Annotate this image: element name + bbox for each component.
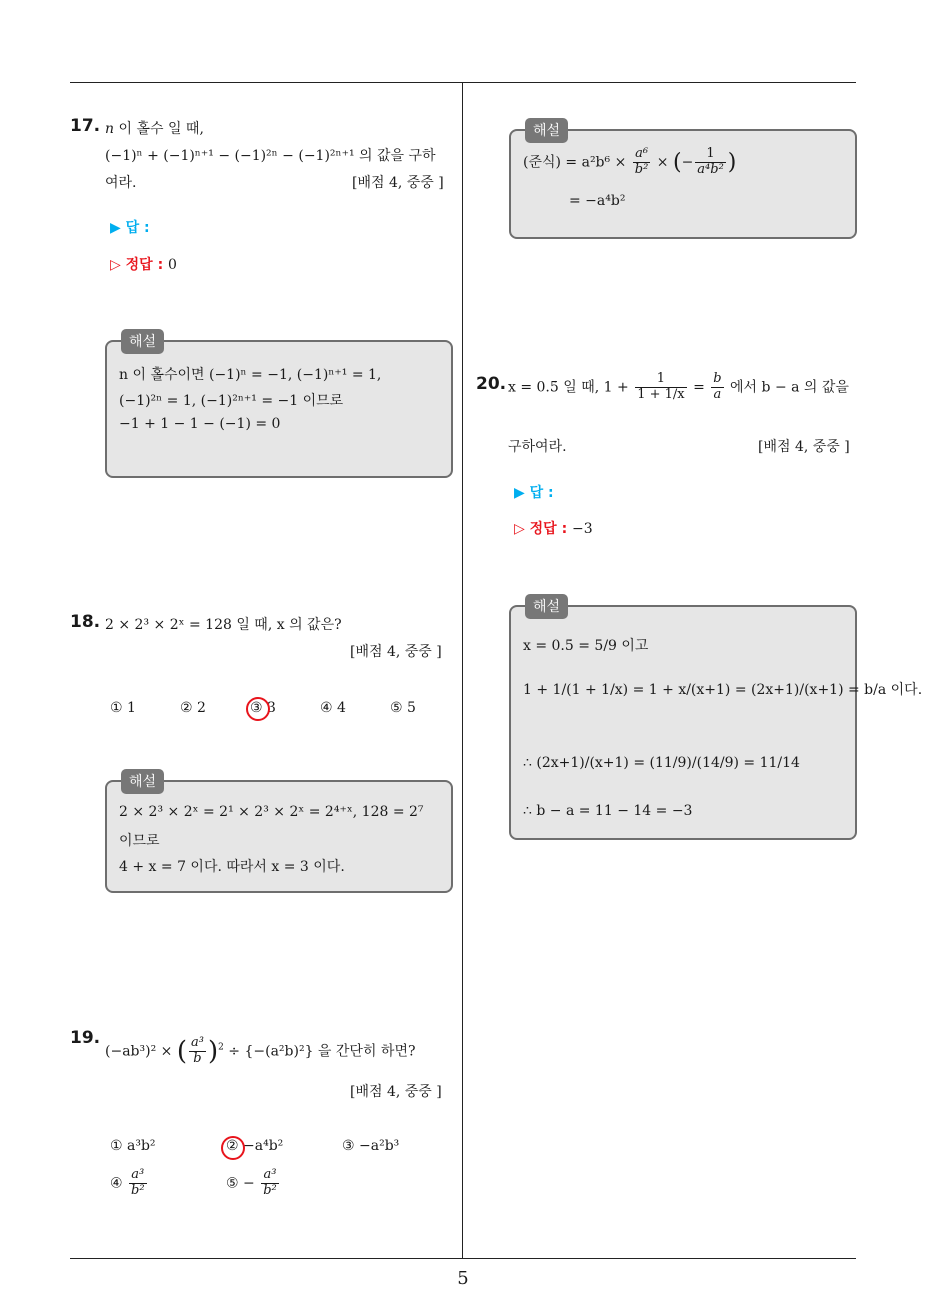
q20-number: 20. [476, 374, 507, 394]
q18-option-3[interactable]: ③ 3 [250, 700, 276, 716]
column-divider [462, 83, 463, 1258]
q17-line1-text: 이 홀수 일 때, [118, 121, 204, 137]
q17-key-row [110, 254, 177, 274]
q17-solution-label: 해설 [121, 329, 164, 354]
q19-option-1[interactable]: ① a³b² [110, 1138, 156, 1154]
q17-score: [배점 4, 중중 ] [352, 175, 444, 191]
q19-option-5-num: a³ [263, 1167, 277, 1182]
q20-solution-label: 해설 [525, 594, 568, 619]
q17-solution-line3: −1 + 1 − 1 − (−1) = 0 [119, 416, 281, 432]
q20-line1-mid: = [693, 379, 705, 396]
q18-option-4[interactable]: ④ 4 [320, 700, 346, 716]
q19-solution-box [509, 123, 857, 239]
q20-line2: 구하여라. [508, 439, 567, 455]
bottom-rule [70, 1258, 856, 1259]
q19-option-5[interactable] [226, 1168, 281, 1199]
q19-selected-circle-mark [221, 1136, 245, 1160]
q19-sol-inner-den: a⁴b² [697, 161, 724, 177]
q20-frac2-num: b [713, 371, 722, 386]
q18-solution-box [105, 774, 453, 893]
q19-option-3[interactable]: ③ −a²b³ [342, 1138, 400, 1154]
q19-expr-left: (−ab³)² × [105, 1043, 173, 1060]
q19-expr-right: ÷ {−(a²b)²} 을 간단히 하면? [228, 1043, 416, 1060]
q19-sol-frac-num: a⁶ [635, 146, 649, 161]
q18-number: 18. [70, 612, 101, 632]
q18-solution-line2: 이므로 [119, 833, 160, 849]
q17-solution-line2: (−1)²ⁿ = 1, (−1)²ⁿ⁺¹ = −1 이므로 [119, 393, 344, 409]
q18-solution-line3: 4 + x = 7 이다. 따라서 x = 3 이다. [119, 859, 345, 875]
page-number: 5 [457, 1268, 469, 1289]
q18-option-1[interactable]: ① 1 [110, 700, 136, 716]
q19-option-4-marker: ④ [110, 1175, 123, 1192]
q19-solution-line1: (준식) = a²b⁶ × $\frac{\text{a⁶}}{\text{b²}}$ × (− $\frac{1}{\text{a⁴b²}}$ ) [523, 146, 737, 177]
q19-sol-frac-den: b² [634, 161, 649, 177]
q19-solution-line2: = −a⁴b² [569, 193, 626, 209]
q19-option-4-num: a³ [131, 1167, 145, 1182]
q17-line2: (−1)ⁿ + (−1)ⁿ⁺¹ − (−1)²ⁿ − (−1)²ⁿ⁺¹ 의 값을 구하 [105, 148, 436, 164]
q17-key-label: ▷ 정답 : [110, 257, 164, 273]
q19-expression: (−ab³)² × ( $\frac{\text{a³}}{b}$ )$^2$ ÷ {−(a²b)²} 을 간단히 하면? [105, 1035, 416, 1067]
q18-selected-circle-mark [246, 697, 270, 721]
q20-line1 [508, 372, 849, 403]
q19-option-4[interactable] [110, 1168, 149, 1199]
q17-line1 [105, 118, 204, 138]
q20-solution-line3: ∴ (2x+1)/(x+1) = (11/9)/(14/9) = 11/14 [523, 755, 800, 771]
q18-score: [배점 4, 중중 ] [350, 644, 442, 660]
q19-option-2[interactable]: ② −a⁴b² [226, 1138, 284, 1154]
q19-option-5-marker: ⑤ − [226, 1175, 255, 1192]
q18-solution-line1: 2 × 2³ × 2ˣ = 2¹ × 2³ × 2ˣ = 2⁴⁺ˣ, 128 = 2⁷ [119, 804, 424, 820]
q19-sol-left: (준식) = a²b⁶ × [523, 154, 627, 171]
q20-line1-left: x = 0.5̇ 일 때, 1 + [508, 379, 629, 396]
q20-key-value: −3 [572, 521, 593, 537]
q19-solution-label: 해설 [525, 118, 568, 143]
q19-option-4-den: b² [131, 1182, 145, 1198]
q19-paren-fraction [189, 1036, 206, 1067]
q19-score: [배점 4, 중중 ] [350, 1084, 442, 1100]
q18-solution-label: 해설 [121, 769, 164, 794]
q18-option-5[interactable]: ⑤ 5 [390, 700, 416, 716]
q19-sol-mid: × [656, 154, 669, 171]
q17-var-n: n [105, 121, 115, 137]
q20-solution-line1: x = 0.5̇ = 5/9 이고 [523, 638, 649, 654]
q20-frac-num: 1 [656, 371, 666, 386]
q20-solution-box [509, 599, 923, 840]
q17-solution-box [105, 334, 453, 478]
q20-key-label: ▷ 정답 : [514, 521, 568, 537]
q17-solution-line1: n 이 홀수이면 (−1)ⁿ = −1, (−1)ⁿ⁺¹ = 1, [119, 367, 382, 383]
q20-key-row [514, 518, 593, 538]
q20-solution-line2: 1 + 1/(1 + 1/x) = 1 + x/(x+1) = (2x+1)/(x+1) = b/a 이다. [523, 682, 923, 698]
q19-number: 19. [70, 1028, 101, 1048]
q20-frac2-den: a [711, 387, 723, 403]
q17-answer-label: ▶ 답 : [110, 220, 150, 236]
q19-sol-inner-num: 1 [706, 146, 715, 161]
q19-paren-num: a³ [190, 1035, 204, 1050]
q19-option-5-den: b² [263, 1182, 277, 1198]
q20-score: [배점 4, 중중 ] [758, 439, 850, 455]
q17-number: 17. [70, 116, 101, 136]
q18-line1: 2 × 2³ × 2ˣ = 128 일 때, x 의 값은? [105, 617, 342, 633]
q20-solution-line4: ∴ b − a = 11 − 14 = −3 [523, 803, 693, 819]
q20-answer-label: ▶ 답 : [514, 485, 554, 501]
q17-line3: 여라. [105, 175, 137, 191]
q20-line1-right: 에서 b − a 의 값을 [730, 379, 849, 396]
q19-paren-den: b [189, 1051, 206, 1067]
q20-frac-den: 1 + 1/x [637, 386, 685, 402]
top-rule [70, 82, 856, 83]
q17-key-value: 0 [168, 257, 177, 273]
q18-option-2[interactable]: ② 2 [180, 700, 206, 716]
